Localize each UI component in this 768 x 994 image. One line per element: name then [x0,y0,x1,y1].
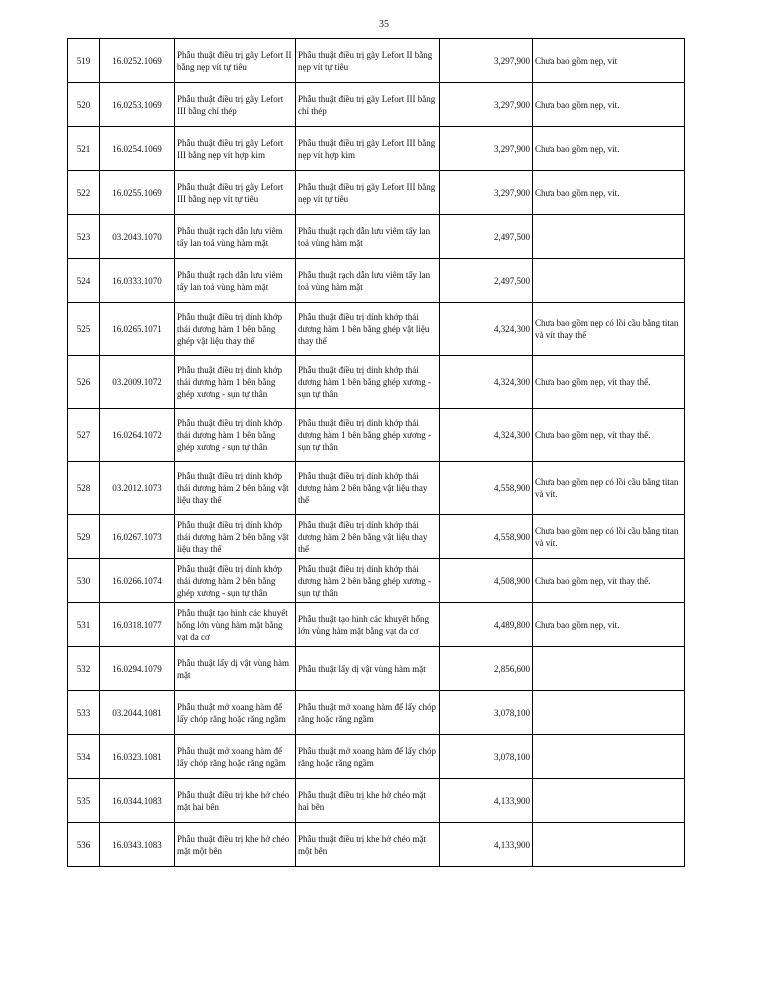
row-service-name: Phẫu thuật rạch dẫn lưu viêm tấy lan toả vùng hàm mặt [175,215,296,259]
table-row [68,559,685,603]
row-service-name-tt50: Phẫu thuật rạch dẫn lưu viêm tấy lan toả vùng hàm mặt [296,215,440,259]
table-row [68,409,685,462]
row-service-name: Phẫu thuật mở xoang hàm để lấy chóp răng hoặc răng ngầm [175,691,296,735]
row-service-name-tt50: Phẫu thuật điều trị dính khớp thái dương hàm 2 bên bằng vật liệu thay thế [296,515,440,559]
row-price: 4,508,900 [440,559,533,603]
row-price: 4,324,300 [440,303,533,356]
row-service-name-tt50: Phẫu thuật điều trị dính khớp thái dương hàm 1 bên bằng ghép vật liệu thay thế [296,303,440,356]
table-row [68,215,685,259]
row-service-name-tt50: Phẫu thuật điều trị gãy Lefort III bằng nẹp vít tự tiêu [296,171,440,215]
row-service-name: Phẫu thuật điều trị gãy Lefort III bằng nẹp vít hợp kim [175,127,296,171]
row-price: 4,558,900 [440,462,533,515]
row-service-name: Phẫu thuật rạch dẫn lưu viêm tấy lan toả vùng hàm mặt [175,259,296,303]
row-service-name: Phẫu thuật lấy dị vật vùng hàm mặt [175,647,296,691]
row-service-name-tt50: Phẫu thuật điều trị dính khớp thái dương hàm 1 bên bằng ghép xương - sụn tự thân [296,409,440,462]
table-row [68,735,685,779]
row-price: 4,489,800 [440,603,533,647]
row-price: 3,078,100 [440,735,533,779]
row-note [533,259,685,303]
row-service-name: Phẫu thuật mở xoang hàm để lấy chóp răng hoặc răng ngầm [175,735,296,779]
row-service-name-tt50: Phẫu thuật rạch dẫn lưu viêm tấy lan toả vùng hàm mặt [296,259,440,303]
row-service-name-tt50: Phẫu thuật điều trị khe hở chéo mặt hai bên [296,779,440,823]
row-stt: 529 [68,515,100,559]
row-note: Chưa bao gồm nẹp, vít thay thế. [533,559,685,603]
row-note: Chưa bao gồm nẹp, vít. [533,127,685,171]
row-note: Chưa bao gồm nẹp, vít. [533,171,685,215]
row-stt: 528 [68,462,100,515]
row-price: 3,297,900 [440,127,533,171]
row-service-name: Phẫu thuật điều trị dính khớp thái dương hàm 2 bên bằng vật liệu thay thế [175,515,296,559]
row-code: 16.0344.1083 [100,779,175,823]
row-stt: 523 [68,215,100,259]
row-note [533,823,685,867]
row-stt: 525 [68,303,100,356]
table-row [68,515,685,559]
row-price: 3,297,900 [440,171,533,215]
row-code: 16.0253.1069 [100,83,175,127]
row-code: 16.0252.1069 [100,39,175,83]
row-service-name-tt50: Phẫu thuật lấy dị vật vùng hàm mặt [296,647,440,691]
row-code: 03.2012.1073 [100,462,175,515]
table-row [68,303,685,356]
row-code: 16.0333.1070 [100,259,175,303]
row-service-name: Phẫu thuật điều trị khe hở chéo mặt một bên [175,823,296,867]
table-row [68,779,685,823]
row-stt: 531 [68,603,100,647]
table-row [68,127,685,171]
row-code: 16.0294.1079 [100,647,175,691]
row-note [533,215,685,259]
row-code: 16.0266.1074 [100,559,175,603]
table-row [68,171,685,215]
row-note: Chưa bao gồm nẹp, vít. [533,83,685,127]
row-service-name: Phẫu thuật tạo hình các khuyết hổng lớn vùng hàm mặt bằng vạt da cơ [175,603,296,647]
row-price: 4,133,900 [440,823,533,867]
row-stt: 532 [68,647,100,691]
row-price: 4,133,900 [440,779,533,823]
row-stt: 519 [68,39,100,83]
price-table [67,38,685,867]
row-stt: 521 [68,127,100,171]
row-code: 03.2044.1081 [100,691,175,735]
price-table-body [68,39,685,867]
row-price: 3,078,100 [440,691,533,735]
row-note: Chưa bao gồm nẹp, vít thay thế. [533,356,685,409]
row-price: 3,297,900 [440,83,533,127]
row-service-name: Phẫu thuật điều trị gãy Lefort III bằng chỉ thép [175,83,296,127]
row-code: 16.0267.1073 [100,515,175,559]
row-note: Chưa bao gồm nẹp có lồi cầu bằng titan và vít thay thế [533,303,685,356]
row-stt: 526 [68,356,100,409]
row-stt: 524 [68,259,100,303]
row-service-name: Phẫu thuật điều trị dính khớp thái dương hàm 2 bên bằng vật liệu thay thế [175,462,296,515]
row-note: Chưa bao gồm nẹp, vít. [533,603,685,647]
row-service-name-tt50: Phẫu thuật điều trị khe hở chéo mặt một bên [296,823,440,867]
table-row [68,691,685,735]
row-note: Chưa bao gồm nẹp có lồi cầu bằng titan và vít. [533,462,685,515]
row-stt: 534 [68,735,100,779]
table-row [68,83,685,127]
row-price: 4,324,300 [440,409,533,462]
row-service-name: Phẫu thuật điều trị dính khớp thái dương hàm 1 bên bằng ghép xương - sụn tự thân [175,356,296,409]
row-price: 2,497,500 [440,215,533,259]
row-service-name: Phẫu thuật điều trị khe hở chéo mặt hai bên [175,779,296,823]
row-price: 3,297,900 [440,39,533,83]
row-service-name: Phẫu thuật điều trị dính khớp thái dương hàm 2 bên bằng ghép xương - sụn tự thân [175,559,296,603]
row-code: 16.0255.1069 [100,171,175,215]
row-code: 03.2009.1072 [100,356,175,409]
row-service-name-tt50: Phẫu thuật điều trị dính khớp thái dương hàm 2 bên bằng vật liệu thay thế [296,462,440,515]
row-stt: 533 [68,691,100,735]
row-note [533,779,685,823]
row-code: 16.0318.1077 [100,603,175,647]
row-service-name-tt50: Phẫu thuật tạo hình các khuyết hổng lớn vùng hàm mặt bằng vạt da cơ [296,603,440,647]
row-note: Chưa bao gồm nẹp, vít thay thế. [533,409,685,462]
row-note [533,647,685,691]
row-code: 16.0343.1083 [100,823,175,867]
row-price: 4,324,300 [440,356,533,409]
row-price: 4,558,900 [440,515,533,559]
row-service-name-tt50: Phẫu thuật điều trị dính khớp thái dương hàm 1 bên bằng ghép xương - sụn tự thân [296,356,440,409]
row-price: 2,497,500 [440,259,533,303]
table-row [68,259,685,303]
row-service-name-tt50: Phẫu thuật mở xoang hàm để lấy chóp răng hoặc răng ngầm [296,691,440,735]
row-code: 16.0323.1081 [100,735,175,779]
row-note [533,691,685,735]
row-service-name: Phẫu thuật điều trị gãy Lefort II bằng nẹp vít tự tiêu [175,39,296,83]
row-service-name: Phẫu thuật điều trị dính khớp thái dương hàm 1 bên bằng ghép xương - sụn tự thân [175,409,296,462]
row-service-name: Phẫu thuật điều trị gãy Lefort III bằng nẹp vít tự tiêu [175,171,296,215]
row-stt: 527 [68,409,100,462]
row-stt: 535 [68,779,100,823]
row-price: 2,856,600 [440,647,533,691]
row-stt: 522 [68,171,100,215]
row-code: 16.0265.1071 [100,303,175,356]
row-stt: 536 [68,823,100,867]
row-note: Chưa bao gồm nẹp có lồi cầu bằng titan và vít. [533,515,685,559]
row-code: 03.2043.1070 [100,215,175,259]
row-service-name-tt50: Phẫu thuật điều trị dính khớp thái dương hàm 2 bên bằng ghép xương - sụn tự thân [296,559,440,603]
row-service-name-tt50: Phẫu thuật điều trị gãy Lefort III bằng chỉ thép [296,83,440,127]
table-row [68,603,685,647]
page-number: 35 [379,19,389,30]
table-row [68,647,685,691]
row-stt: 520 [68,83,100,127]
row-code: 16.0264.1072 [100,409,175,462]
row-note [533,735,685,779]
row-service-name-tt50: Phẫu thuật điều trị gãy Lefort III bằng nẹp vít hợp kim [296,127,440,171]
row-service-name-tt50: Phẫu thuật điều trị gãy Lefort II bằng nẹp vít tự tiêu [296,39,440,83]
row-stt: 530 [68,559,100,603]
table-row [68,462,685,515]
row-note: Chưa bao gồm nẹp, vít [533,39,685,83]
table-row [68,823,685,867]
row-code: 16.0254.1069 [100,127,175,171]
row-service-name-tt50: Phẫu thuật mở xoang hàm để lấy chóp răng hoặc răng ngầm [296,735,440,779]
table-row [68,356,685,409]
row-service-name: Phẫu thuật điều trị dính khớp thái dương hàm 1 bên bằng ghép vật liệu thay thế [175,303,296,356]
table-row [68,39,685,83]
